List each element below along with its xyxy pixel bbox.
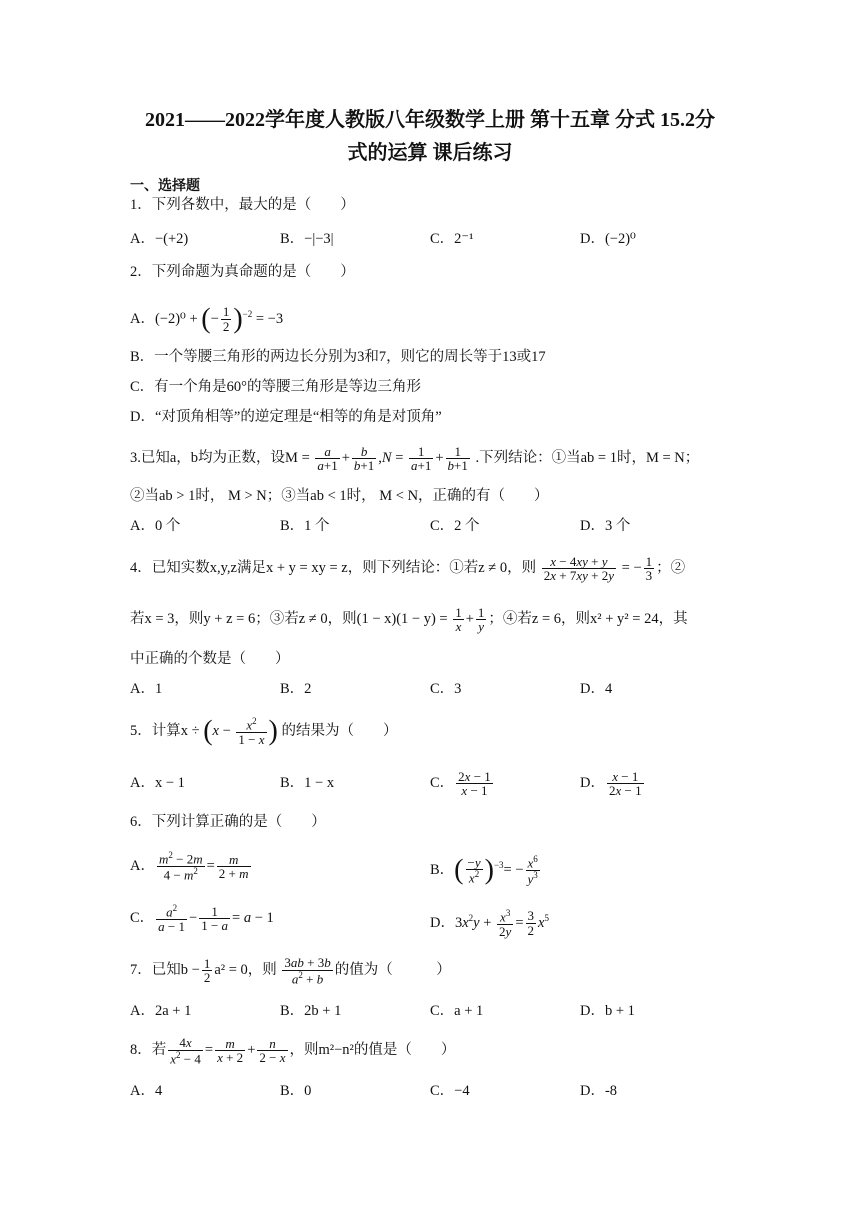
q1-stem: 1．下列各数中，最大的是（ ） — [130, 197, 355, 213]
q7-option-c: C．a + 1 — [430, 1003, 484, 1019]
q8-option-c: C．−4 — [430, 1083, 470, 1099]
q2-option-b: B．一个等腰三角形的两边长分别为3和7，则它的周长等于13或17 — [130, 349, 546, 365]
q5-stem-suffix: 的结果为（ ） — [281, 723, 398, 739]
q2-option-a-prefix: A．(−2)⁰ + — [130, 310, 198, 327]
q6-option-b-label: B． — [430, 861, 455, 878]
q2-stem: 2．下列命题为真命题的是（ ） — [130, 264, 355, 280]
document-title — [110, 104, 750, 170]
q2-option-d: D．“对顶角相等”的逆定理是“相等的角是对顶角” — [130, 409, 442, 425]
q3-stem-prefix: 3.已知a，b均为正数，设M = — [130, 450, 310, 466]
q3-stem-line-2: ②当ab > 1时， M > N；③当ab < 1时， M < N，正确的有（ ） — [130, 488, 549, 504]
q3-option-a: A．0 个 — [130, 518, 181, 534]
q5-option-a: A．x − 1 — [130, 775, 185, 791]
q8-stem-prefix: 8．若 — [130, 1042, 167, 1058]
q8-stem-suffix: ，则m²−n²的值是（ ） — [289, 1042, 456, 1058]
q7-option-a: A．2a + 1 — [130, 1003, 192, 1019]
q8-option-d: D．-8 — [580, 1083, 618, 1099]
q6-option-b: B．( $\frac{-y}{x^2}$ )$^{-3}$= − $\frac{x^6}{y^3}$ — [430, 854, 538, 887]
q8-option-b: B．0 — [280, 1083, 312, 1099]
q4-stem-line-2-prefix: 若x = 3，则y + z = 6；③若z ≠ 0，则(1 − x)(1 − y) = — [130, 611, 448, 627]
section-heading: 一、选择题 — [130, 179, 200, 194]
title-line-1: 2021——2022学年度人教版八年级数学上册 第十五章 分式 15.2分 — [145, 109, 715, 131]
q4-stem-line-2-suffix: ；④若z = 6，则x² + y² = 24，其 — [488, 611, 688, 627]
q7-option-b: B．2b + 1 — [280, 1003, 342, 1019]
q7-stem-suffix: 的值为（ ） — [334, 962, 451, 978]
q1-option-b: B．−|−3| — [280, 231, 334, 247]
q8-stem: 8．若 $\frac{4x}{x^2 - 4}$ = $\frac{m}{x + 2}$ + $\frac{n}{2 - x}$ ，则m²−n²的值是（ ） — [130, 1034, 456, 1066]
q3-option-c: C．2 个 — [430, 518, 480, 534]
q5-stem: 5．计算x ÷ (x − $\frac{x^2}{1 - x}$ ) 的结果为（ ） — [130, 715, 398, 747]
q6-option-d: D．$3x^2y$ + $\frac{x^3}{2y}$ = $\frac{3}{2}$ $x^5$ — [430, 907, 549, 939]
q6-option-c-label: C． — [130, 910, 155, 926]
q4-equals: = − — [621, 560, 642, 576]
q2-option-c: C．有一个角是60°的等腰三角形是等边三角形 — [130, 379, 421, 395]
title-line-2: 式的运算 课后练习 — [347, 142, 513, 164]
q5-option-b: B．1 − x — [280, 775, 335, 791]
q5-option-d: D． $\frac{x - 1}{2x - 1}$ — [580, 768, 642, 799]
q4-stem-line-2: 若x = 3，则y + z = 6；③若z ≠ 0，则(1 − x)(1 − y) = $\frac{1}{x}$ + $\frac{1}{y}$ ；④若z = 6，则x² + y² = 24，其 — [130, 604, 688, 635]
q3-option-d: D．3 个 — [580, 518, 631, 534]
q4-option-b: B．2 — [280, 681, 312, 697]
q4-stem-prefix: 4．已知实数x,y,z满足x + y = xy = z，则下列结论：①若z ≠ 0，则 — [130, 560, 537, 576]
q7-stem-prefix: 7．已知b − — [130, 962, 200, 978]
q6-option-a-label: A． — [130, 858, 155, 874]
q4-option-c: C．3 — [430, 681, 462, 697]
q3-stem-line-1: 3.已知a，b均为正数，设M = $\frac{a}{a+1}$ + $\frac{b}{b+1}$ ,N = $\frac{1}{a+1}$ + $\frac{1}{b+1}$ .下列结论：①当ab = 1时，M = N； — [130, 443, 700, 474]
q5-option-d-label: D． — [580, 775, 605, 791]
q1-option-d: D．(−2)⁰ — [580, 231, 636, 247]
q5-option-c-label: C． — [430, 775, 455, 791]
q3-stem-suffix: .下列结论：①当ab = 1时，M = N； — [475, 450, 700, 466]
q4-stem-tail: ；② — [656, 560, 686, 576]
q7-stem: 7．已知b − $\frac{1}{2}$ a² = 0，则 $\frac{3ab + 3b}{a^2 + b}$ 的值为（ ） — [130, 954, 451, 986]
q8-option-a: A．4 — [130, 1083, 163, 1099]
q3-option-b: B．1 个 — [280, 518, 330, 534]
q6-option-d-label: D． — [430, 914, 455, 931]
q4-option-a: A．1 — [130, 681, 163, 697]
q6-stem: 6．下列计算正确的是（ ） — [130, 814, 326, 830]
q5-stem-prefix: 5．计算x ÷ — [130, 723, 200, 739]
q2-option-a: A．(−2)⁰ + (− $\frac{1}{2}$ )$^{-2}$ = −3 — [130, 303, 284, 335]
q7-stem-middle: a² = 0，则 — [214, 962, 277, 978]
q6-option-a: A． $\frac{m^2 - 2m}{4 - m^2}$ = $\frac{m}{2 + m}$ — [130, 850, 249, 883]
q6-option-c: C． $\frac{a^2}{a - 1}$ − $\frac{1}{1 - a}$ = a − 1 — [130, 902, 274, 934]
q4-stem-line-3: 中正确的个数是（ ） — [130, 651, 290, 667]
q1-option-c: C．2⁻¹ — [430, 231, 474, 247]
q4-stem-line-1: 4．已知实数x,y,z满足x + y = xy = z，则下列结论：①若z ≠ 0，则 $\frac{x - 4xy + y}{2x + 7xy + 2y}$ = − $\frac{1}{3}$ ；② — [130, 553, 686, 584]
q2-option-a-suffix: = −3 — [255, 310, 284, 327]
q4-option-d: D．4 — [580, 681, 613, 697]
q5-option-c: C． $\frac{2x - 1}{x - 1}$ — [430, 768, 491, 799]
q1-option-a: A．−(+2) — [130, 231, 189, 247]
q7-option-d: D．b + 1 — [580, 1003, 635, 1019]
